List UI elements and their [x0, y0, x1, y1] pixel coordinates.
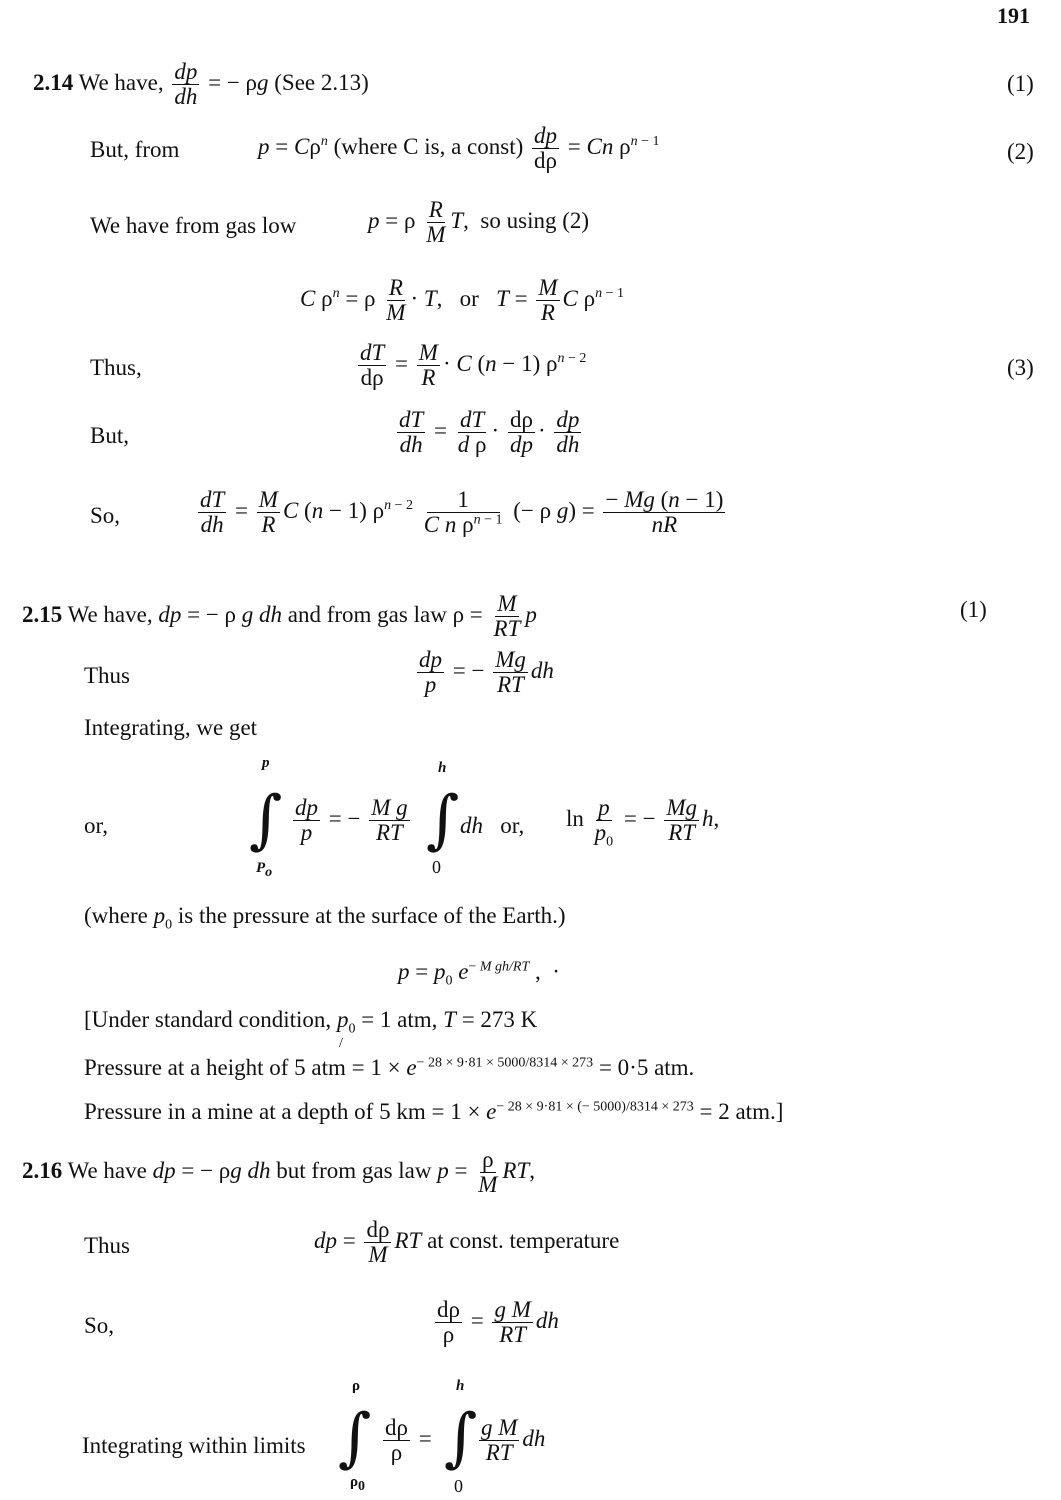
integral-sign: ∫	[249, 783, 283, 857]
but-from-label: But, from	[90, 137, 180, 162]
so-label-216: So,	[84, 1313, 115, 1338]
equation-integral-h: $\frac{\text{g M}}{RT}$ dh	[481, 1415, 546, 1465]
eq-number-1b: (1)	[960, 597, 987, 622]
pressure-height-line: Pressure at a height of 5 atm = $1 \times e^{- 28 \times 9\cdot 81 \times 5000/8314 \times 273} = 0\cdot 5$ atm.	[84, 1055, 695, 1080]
equation-integral-part1: $\frac{dp}{p}$ = − $\frac{\text{M g}}{RT}$	[295, 795, 408, 845]
text: = 2 atm.]	[699, 1099, 784, 1124]
thus-label-215: Thus	[84, 663, 130, 688]
upper-limit-h2: h	[456, 1378, 465, 1394]
equation-gas-law: p = ρ $\frac{R}{M}$ T, so using (2)	[368, 197, 590, 247]
page-number: 191	[997, 3, 1030, 28]
text: but from gas law	[276, 1157, 432, 1183]
eq-number-2: (2)	[1007, 139, 1034, 164]
equation-dt-dh-result: $\frac{dT}{dh}$ = $\frac{M}{R}$ C (n − 1) $\rho^{n - 2}$ $\frac{1}{C n \rho^{n - 1}}$ (− ρ g) = $\frac{- Mg (n - 1)}{nR}$	[200, 487, 724, 537]
problem-label: 2.14	[33, 69, 74, 95]
integral-sign: ∫	[426, 783, 460, 857]
text: ln	[566, 805, 584, 831]
text: (where	[84, 903, 148, 928]
problem-2-14-line-1: 2.14 We have, $\frac{dp}{dh}$ = − ρg (See 2.13)	[33, 59, 369, 109]
lower-limit-rho0: $\rho_0$	[350, 1474, 366, 1494]
text: We have	[67, 1157, 147, 1183]
equation-dt-drho: $\frac{dT}{d\rho}$ = $\frac{M}{R}$ · C (n − 1) $\rho^{n - 2}$	[360, 340, 587, 390]
upper-limit-h: h	[438, 760, 447, 776]
equation-p-c-rho-n: $p = C\rho^n$ (where C is, a const) $\frac{dp}{d\rho}$ = Cn $\rho^{n - 1}$	[258, 123, 660, 173]
thus-label: Thus,	[90, 355, 142, 380]
but-label: But,	[90, 423, 129, 448]
pressure-mine-line: Pressure in a mine at a depth of 5 km = $1 \times e^{- 28 \times 9\cdot 81 \times (- 5000)/8314 \times 273} = 2$ atm.]	[84, 1099, 784, 1124]
text: We have,	[78, 69, 164, 95]
problem-label: 2.16	[22, 1157, 63, 1183]
text: is the pressure at the surface of the Earth.)	[177, 903, 566, 928]
equation-drho-over-rho: $\frac{d\rho}{\rho}$ = $\frac{\text{g M}}{RT}$ dh	[437, 1297, 559, 1347]
where-p0-line: (where $p_0$ is the pressure at the surface of the Earth.)	[84, 903, 566, 933]
integrating-label: Integrating, we get	[84, 715, 258, 740]
integral-sign: ∫	[444, 1401, 478, 1475]
so-label: So,	[90, 503, 121, 528]
equation-ln: ln $\frac{p}{p_0}$ = − $\frac{Mg}{RT}$ h,	[566, 795, 720, 850]
text: and from gas law	[287, 601, 447, 627]
text: = 0·5 atm.	[598, 1055, 695, 1080]
equation-barometric: $p = p_0$ $e^{- M gh/RT}$ , ·	[398, 959, 560, 989]
text: Pressure in a mine at a depth of 5 km = 1 ×	[84, 1099, 481, 1124]
exponent: − 28 × 9·81 × (− 5000)/8314 × 273	[496, 1099, 694, 1115]
pen-mark: /	[339, 1036, 343, 1051]
text: = 1 atm,	[361, 1007, 438, 1032]
lower-limit-p0: $P_o$	[256, 860, 273, 880]
gas-low-label: We have from gas low	[90, 213, 297, 238]
text: so using (2)	[480, 207, 590, 233]
text: or	[459, 285, 479, 311]
problem-label: 2.15	[22, 601, 63, 627]
text: or,	[500, 813, 525, 838]
text: (where C is, a const)	[333, 133, 524, 159]
upper-limit-rho: ρ	[352, 1378, 361, 1394]
equation-integral-rho: $\frac{d\rho}{\rho}$ =	[385, 1415, 432, 1465]
text: at const. temperature	[427, 1227, 620, 1253]
problem-2-15-line-1: 2.15 We have, dp = − ρ g dh and from gas law ρ = $\frac{M}{RT}$ p	[22, 591, 537, 641]
eq-number-1: (1)	[1007, 71, 1034, 96]
integral-sign: ∫	[338, 1401, 372, 1475]
text: We have,	[67, 601, 153, 627]
equation-integral-part2: dh or,	[460, 813, 525, 838]
eq-number-3: (3)	[1007, 355, 1034, 380]
text: (See 2.13)	[274, 69, 369, 95]
integrating-within-limits-label: Integrating within limits	[82, 1433, 306, 1458]
thus-label-216: Thus	[84, 1233, 130, 1258]
text: [Under standard condition,	[84, 1007, 332, 1032]
or-label-1: or,	[84, 813, 108, 838]
lower-limit-0: 0	[432, 857, 441, 877]
text: = 273 K	[461, 1007, 538, 1032]
problem-2-16-line-1: 2.16 We have dp = − ρg dh but from gas law p = $\frac{\rho}{M}$ RT,	[22, 1147, 535, 1197]
equation-c-rho-n: C $\rho^n = \rho$ $\frac{R}{M}$ · T, or T = $\frac{M}{R}$ C $\rho^{n - 1}$	[300, 275, 625, 325]
equation-dp-over-p: $\frac{dp}{p}$ = − $\frac{Mg}{RT}$ dh	[419, 647, 554, 697]
upper-limit-p: p	[262, 755, 270, 771]
standard-condition-line: [Under standard condition, $p_0 = 1$ atm, T = 273 K	[84, 1007, 538, 1037]
equation-chain-rule: $\frac{dT}{dh}$ = $\frac{dT}{\text{d ρ}}$ · $\frac{d\rho}{dp}$ · $\frac{dp}{dh}$	[399, 407, 580, 457]
text: Pressure at a height of 5 atm = 1 ×	[84, 1055, 401, 1080]
exponent: − 28 × 9·81 × 5000/8314 × 273	[416, 1055, 594, 1071]
lower-limit-0b: 0	[454, 1476, 463, 1496]
equation-dp-drho: dp = $\frac{d\rho}{M}$ RT at const. temperature	[314, 1217, 620, 1267]
